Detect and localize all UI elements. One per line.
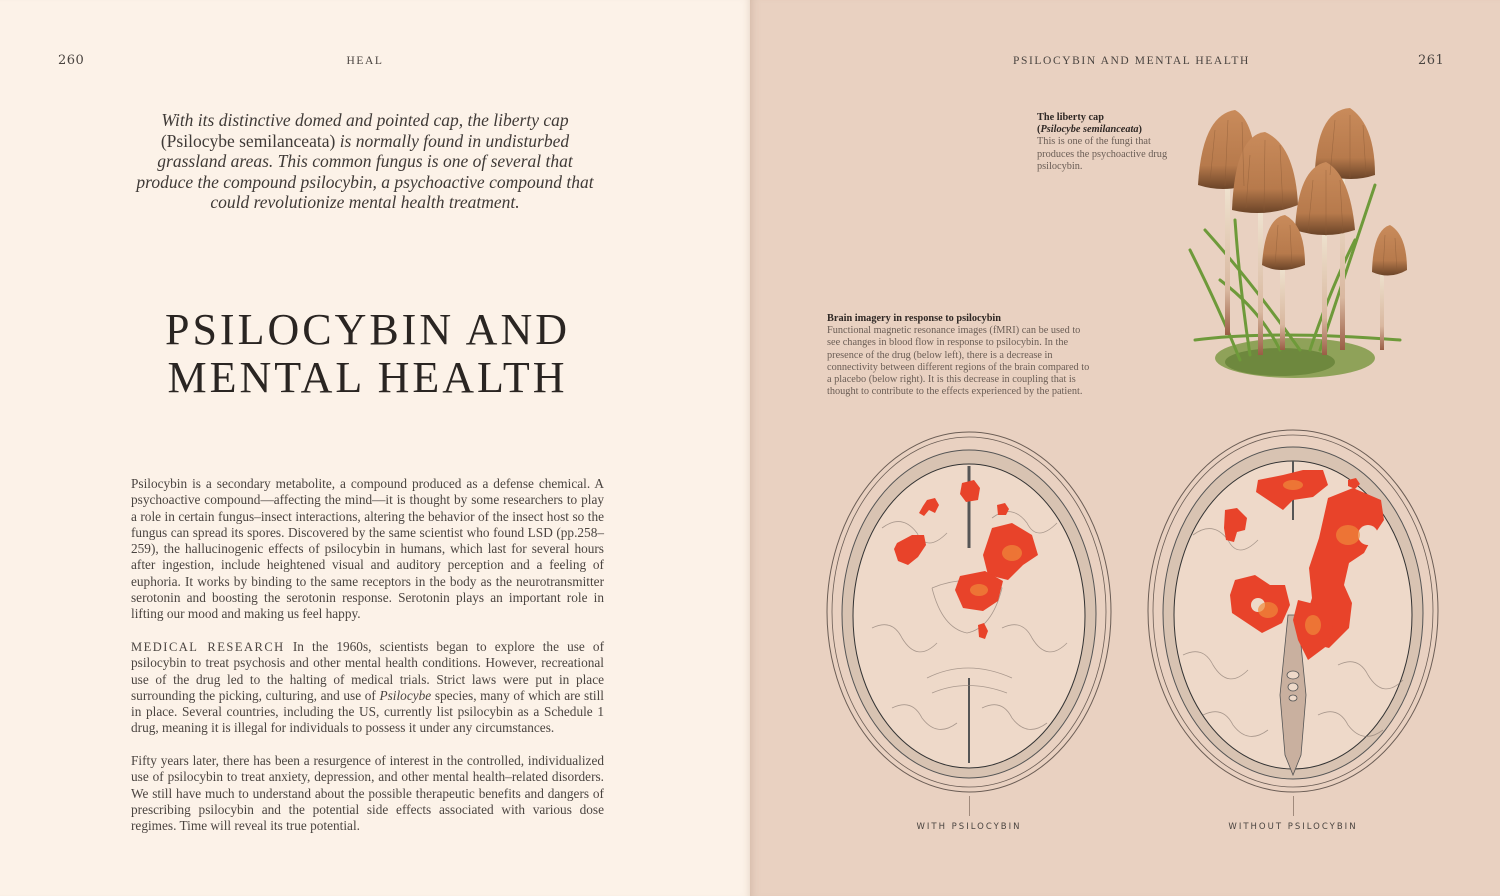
title-line-2: MENTAL HEALTH: [167, 353, 568, 402]
brain-without-psilocybin-illustration: [1143, 425, 1443, 797]
page-number-left: 260: [58, 53, 85, 68]
brain-with-psilocybin-illustration: [822, 428, 1117, 798]
liberty-cap-caption-text: This is one of the fungi that produces the psychoactive drug psilocybin.: [1037, 136, 1168, 172]
intro-latin-name: (Psilocybe semilanceata): [160, 130, 336, 151]
medical-text-2: species, many of which are still in place. Several countries, including the US, currently list psilocybin as a Schedule 1 drug, meaning it is illegal for individuals to possess it under any circumstances.: [131, 687, 605, 736]
liberty-cap-caption: [1037, 112, 1177, 173]
intro-part2: is normally found in undisturbed grassland areas. This common fungus is one of several that produce the compound psilocybin, a psychoactive compound that could revolutionize mental health treatment.: [136, 130, 594, 212]
medical-italic-genus: Psilocybe: [379, 687, 432, 703]
running-head-left: HEAL: [346, 55, 384, 67]
brain-caption-title: Brain imagery in response to psilocybin: [827, 313, 1002, 324]
intro-paragraph: [130, 110, 600, 213]
brain-caption-text: Functional magnetic resonance images (fMRI) can be used to see changes in blood flow in response to psilocybin. In the presence of the drug (below left), there is a decrease in connectivity between different regions of the brain compared to a placebo (below right). It is this decrease in coupling that is thought to contribute to the effects experienced by the patient.: [827, 325, 1090, 398]
body-paragraph-medical: [131, 639, 604, 737]
brain-right-leader-line: [1293, 796, 1294, 816]
label-without-psilocybin: WITHOUT PSILOCYBIN: [1228, 822, 1358, 832]
mushroom-illustration: [1180, 100, 1410, 390]
page-number-right: 261: [1418, 53, 1445, 68]
right-page: [750, 0, 1500, 896]
liberty-cap-caption-title: The liberty cap: [1037, 112, 1104, 123]
medical-text-1: In the 1960s, scientists began to explore the use of psilocybin to treat psychosis and other mental health conditions. However, recreational use of the drug led to the halting of medical trials. Strict laws were put in place surrounding the picking, culturing, and use of: [131, 639, 605, 703]
brain-left-leader-line: [969, 796, 970, 816]
body-paragraph-1: Psilocybin is a secondary metabolite, a compound produced as a defense chemical. A psychoactive compound—affecting the mind—it is thought by some researchers to play a role in certain fungus–insect interactions, altering the behavior of the insect host so the fungus can spread its spores. Discovered by the same scientist who found LSD (pp.258–259), the hallucinogenic effects of psilocybin in humans, which last for several hours after ingestion, include heightened visual and auditory perception and a feeling of euphoria. It works by binding to the same receptors in the body as the neurotransmitter serotonin and boosting the serotonin response. Serotonin plays an important role in lifting our mood and making us feel happy.: [131, 476, 604, 622]
medical-research-lead: MEDICAL RESEARCH: [131, 640, 285, 654]
label-with-psilocybin: WITH PSILOCYBIN: [916, 822, 1022, 832]
brain-imagery-caption: [827, 313, 1092, 398]
liberty-cap-caption-latin: (Psilocybe semilanceata): [1037, 124, 1142, 136]
running-head-right: PSILOCYBIN AND MENTAL HEALTH: [1013, 55, 1250, 67]
page-title: [130, 306, 605, 402]
title-line-1: PSILOCYBIN AND: [164, 305, 571, 354]
intro-part1: With its distinctive domed and pointed cap, the liberty cap: [161, 110, 569, 130]
body-paragraph-closing: Fifty years later, there has been a resurgence of interest in the controlled, individualized use of psilocybin to treat anxiety, depression, and other mental health–related disorders. We still have much to understand about the possible therapeutic benefits and dangers of prescribing psilocybin and the potential side effects associated with various dose regimes. Time will reveal its true potential.: [131, 753, 604, 834]
